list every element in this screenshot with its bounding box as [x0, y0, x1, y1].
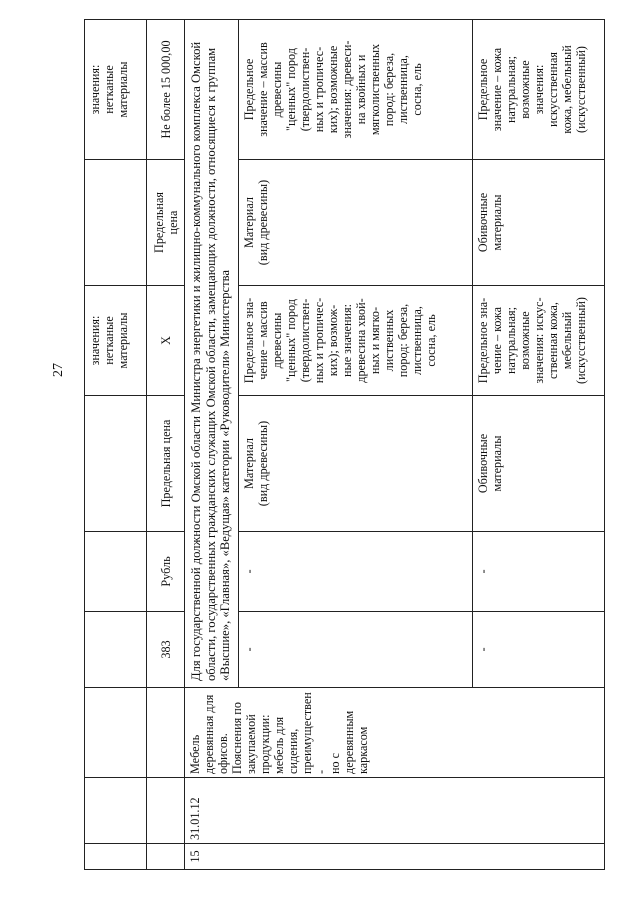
cell-empty [85, 688, 147, 778]
characteristic-1: Материал (вид древесины) [239, 396, 473, 532]
cell-empty [147, 688, 185, 778]
table-row-top-2 [147, 20, 185, 870]
cell-empty [85, 844, 147, 870]
cell-empty [85, 396, 147, 532]
value-label-1: значения: нетканые материалы [85, 286, 147, 396]
cell-empty [85, 612, 147, 688]
okpd-code: 31.01.12 [185, 778, 605, 844]
value-1: Предельное зна- чение – кожа натуральная; возможные значения: искус- ственная кожа, мебельный (искусственный) [473, 286, 605, 396]
value-label-2: значения: нетканые материалы [85, 20, 147, 160]
cell-empty [85, 160, 147, 286]
cell-empty [147, 778, 185, 844]
code-cell: - [473, 612, 605, 688]
table-row-top-1 [85, 20, 147, 870]
characteristic-2: Материал (вид древесины) [239, 160, 473, 286]
value-2: Предельное значение – массив древесины "ценных" пород (твердолиствен- ных и тропичес- ких); возможные значения: древеси- на хвойных и мягколиственных пород: береза, лиственница, сосна, ель [239, 20, 473, 160]
cell-empty [147, 844, 185, 870]
value-1: Предельное зна- чение – массив древесины "ценных" пород (твердолиствен- ных и тропичес- ких); возмож- ные значения: древесина хвой- ных и мягко- лиственных пород: береза, лиственница, сосна, ель [239, 286, 473, 396]
price-label-2: Предельная цена [147, 160, 185, 286]
code-cell: 383 [147, 612, 185, 688]
unit-cell: Рубль [147, 532, 185, 612]
code-cell: - [239, 612, 473, 688]
price-label-1: Предельная цена [147, 396, 185, 532]
procurement-table [84, 19, 605, 870]
characteristic-2: Обивочные материалы [473, 160, 605, 286]
table-row-category [185, 20, 239, 870]
rotated-table-container [84, 20, 604, 870]
unit-cell: - [239, 532, 473, 612]
unit-cell: - [473, 532, 605, 612]
cell-empty [85, 778, 147, 844]
item-name: Мебель деревянная для офисов. Пояснения по закупаемой продукции: мебель для сидения, преимуществен- но с деревянным каркасом [185, 688, 605, 778]
value-cell-1: Х [147, 286, 185, 396]
category-description: Для государственной должности Омской области Министра энергетики и жилищно-коммунального комплекса Омской области, государственных гражданских служащих Омской области, замещающих должности, относящиеся к группам «Высшие», «Главная», «Ведущая» категории «Руководители» Министерства [185, 20, 239, 688]
value-2: Предельное значение – кожа натуральная; возможные значения: искусственная кожа, мебельный (искусственный) [473, 20, 605, 160]
characteristic-1: Обивочные материалы [473, 396, 605, 532]
value-cell-2: Не более 15 000,00 [147, 20, 185, 160]
cell-empty [85, 532, 147, 612]
page-number: 27 [51, 363, 66, 377]
item-number: 15 [185, 844, 605, 870]
